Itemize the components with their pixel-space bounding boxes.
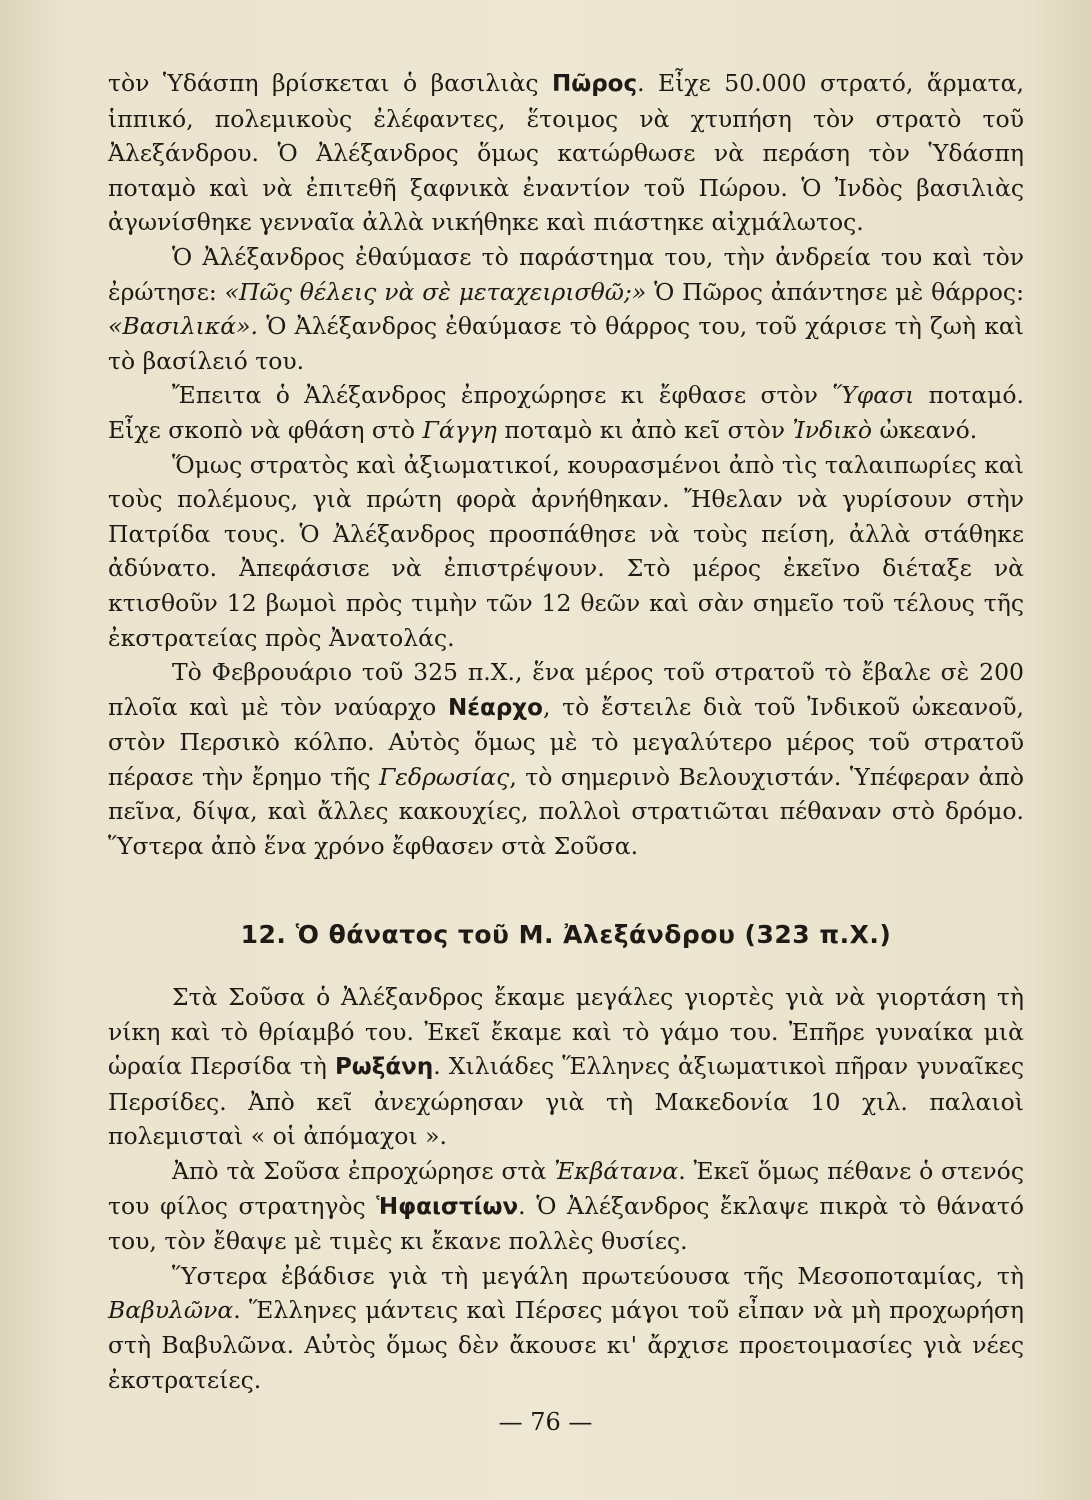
paragraph: Ἀπὸ τὰ Σοῦσα ἐπροχώρησε στὰ Ἐκβάτανα. Ἐκεῖ ὅμως πέθανε ὁ στενός του φίλος στρατηγὸς Ἡφαιστίων. Ὁ Ἀλέξανδρος ἔκλαψε πικρὰ τὸ θάνατό του, τὸν ἔθαψε μὲ τιμὲς κι ἔκανε πολλὲς θυσίες. (108, 1156, 1024, 1256)
section-heading: 12. Ὁ θάνατος τοῦ Μ. Ἀλεξάνδρου (323 π.Χ.) (240, 920, 892, 949)
paragraph: Ὕστερα ἐβάδισε γιὰ τὴ μεγάλη πρωτεύουσα τῆς Μεσοποταμίας, τὴ Βαβυλῶνα. Ἕλληνες μάντεις καὶ Πέρσες μάγοι τοῦ εἶπαν νὰ μὴ προχωρήση στὴ Βαβυλῶνα. Αὐτὸς ὅμως δὲν ἄκουσε κι' ἄρχισε προετοιμασίες γιὰ νέες ἐκστρατείες. (108, 1261, 1024, 1394)
paragraph: Τὸ Φεβρουάριο τοῦ 325 π.Χ., ἕνα μέρος τοῦ στρατοῦ τὸ ἔβαλε σὲ 200 πλοῖα καὶ μὲ τὸν ναύαρχο Νέαρχο, τὸ ἔστειλε διὰ τοῦ Ἰνδικοῦ ὠκεανοῦ, στὸν Περσικὸ κόλπο. Αὐτὸς ὅμως μὲ τὸ μεγαλύτερο μέρος τοῦ στρατοῦ πέρασε τὴν ἔρημο τῆς Γεδρωσίας, τὸ σημερινὸ Βελουχιστάν. Ὑπέφεραν ἀπὸ πεῖνα, δίψα, καὶ ἄλλες κακουχίες, πολλοὶ στρατιῶται πέθαναν στὸ δρόμο. Ὕστερα ἀπὸ ἕνα χρόνο ἔφθασεν στὰ Σοῦσα. (108, 658, 1025, 861)
bold-name: Πῶρος (551, 71, 638, 97)
bold-name: Ἡφαιστίων (376, 1193, 519, 1220)
body-text-top (108, 66, 1024, 864)
body-text-bottom (108, 980, 1024, 1397)
page-number: — 76 — (498, 1408, 593, 1436)
paragraph: Ὅμως στρατὸς καὶ ἀξιωματικοί, κουρασμένοι ἀπὸ τὶς ταλαιπωρίες καὶ τοὺς πολέμους, γιὰ πρώτη φορὰ ἀρνήθηκαν. Ἤθελαν νὰ γυρίσουν στὴν Πατρίδα τους. Ὁ Ἀλέξανδρος προσπάθησε νὰ τοὺς πείση, ἀλλὰ στάθηκε ἀδύνατο. Ἀπεφάσισε νὰ ἐπιστρέψουν. Στὸ μέρος ἐκεῖνο διέταξε νὰ κτισθοῦν 12 βωμοὶ πρὸς τιμὴν τῶν 12 θεῶν καὶ σὰν σημεῖο τοῦ τέλους τῆς ἐκστρατείας πρὸς Ἀνατολάς. (108, 450, 1024, 652)
paragraph: Ἔπειτα ὁ Ἀλέξανδρος ἐπροχώρησε κι ἔφθασε στὸν Ὕφασι ποταμό. Εἶχε σκοπὸ νὰ φθάση στὸ Γάγγη ποταμὸ κι ἀπὸ κεῖ στὸν Ἰνδικὸ ὠκεανό. (108, 381, 1024, 444)
bold-name: Ρωξάνη (334, 1054, 434, 1081)
paragraph: τὸν Ὑδάσπη βρίσκεται ὁ βασιλιὰς Πῶρος. Εἶχε 50.000 στρατό, ἅρματα, ἱππικό, πολεμικοὺς ἐλέφαντες, ἕτοιμος νὰ χτυπήση τὸν στρατὸ τοῦ Ἀλεξάνδρου. Ὁ Ἀλέξανδρος ὅμως κατώρθωσε νὰ περάση τὸν Ὑδάσπη ποταμὸ καὶ νὰ ἐπιτεθῆ ξαφνικὰ ἐναντίον τοῦ Πώρου. Ὁ Ἰνδὸς βασιλιὰς ἀγωνίσθηκε γενναῖα ἀλλὰ νικήθηκε καὶ πιάστηκε αἰχμάλωτος. (108, 69, 1024, 237)
paragraph: Στὰ Σοῦσα ὁ Ἀλέξανδρος ἔκαμε μεγάλες γιορτὲς γιὰ νὰ γιορτάση τὴ νίκη καὶ τὸ θρίαμβό του. Ἐκεῖ ἔκαμε καὶ τὸ γάμο του. Ἐπῆρε γυναίκα μιὰ ὡραία Περσίδα τὴ Ρωξάνη. Χιλιάδες Ἕλληνες ἀξιωματικοὶ πῆραν γυναῖκες Περσίδες. Ἀπὸ κεῖ ἀνεχώρησαν γιὰ τὴ Μακεδονία 10 χιλ. παλαιοὶ πολεμισταὶ « οἱ ἀπόμαχοι ». (108, 983, 1024, 1151)
bold-name: Νέαρχο (447, 694, 543, 721)
paragraph: Ὁ Ἀλέξανδρος ἐθαύμασε τὸ παράστημα του, τὴν ἀνδρεία του καὶ τὸν ἐρώτησε: «Πῶς θέλεις νὰ σὲ μεταχειρισθῶ;» Ὁ Πῶρος ἀπάντησε μὲ θάρρος: «Βασιλικά». Ὁ Ἀλέξανδρος ἐθαύμασε τὸ θάρρος του, τοῦ χάρισε τὴ ζωὴ καὶ τὸ βασίλειό του. (108, 242, 1024, 375)
